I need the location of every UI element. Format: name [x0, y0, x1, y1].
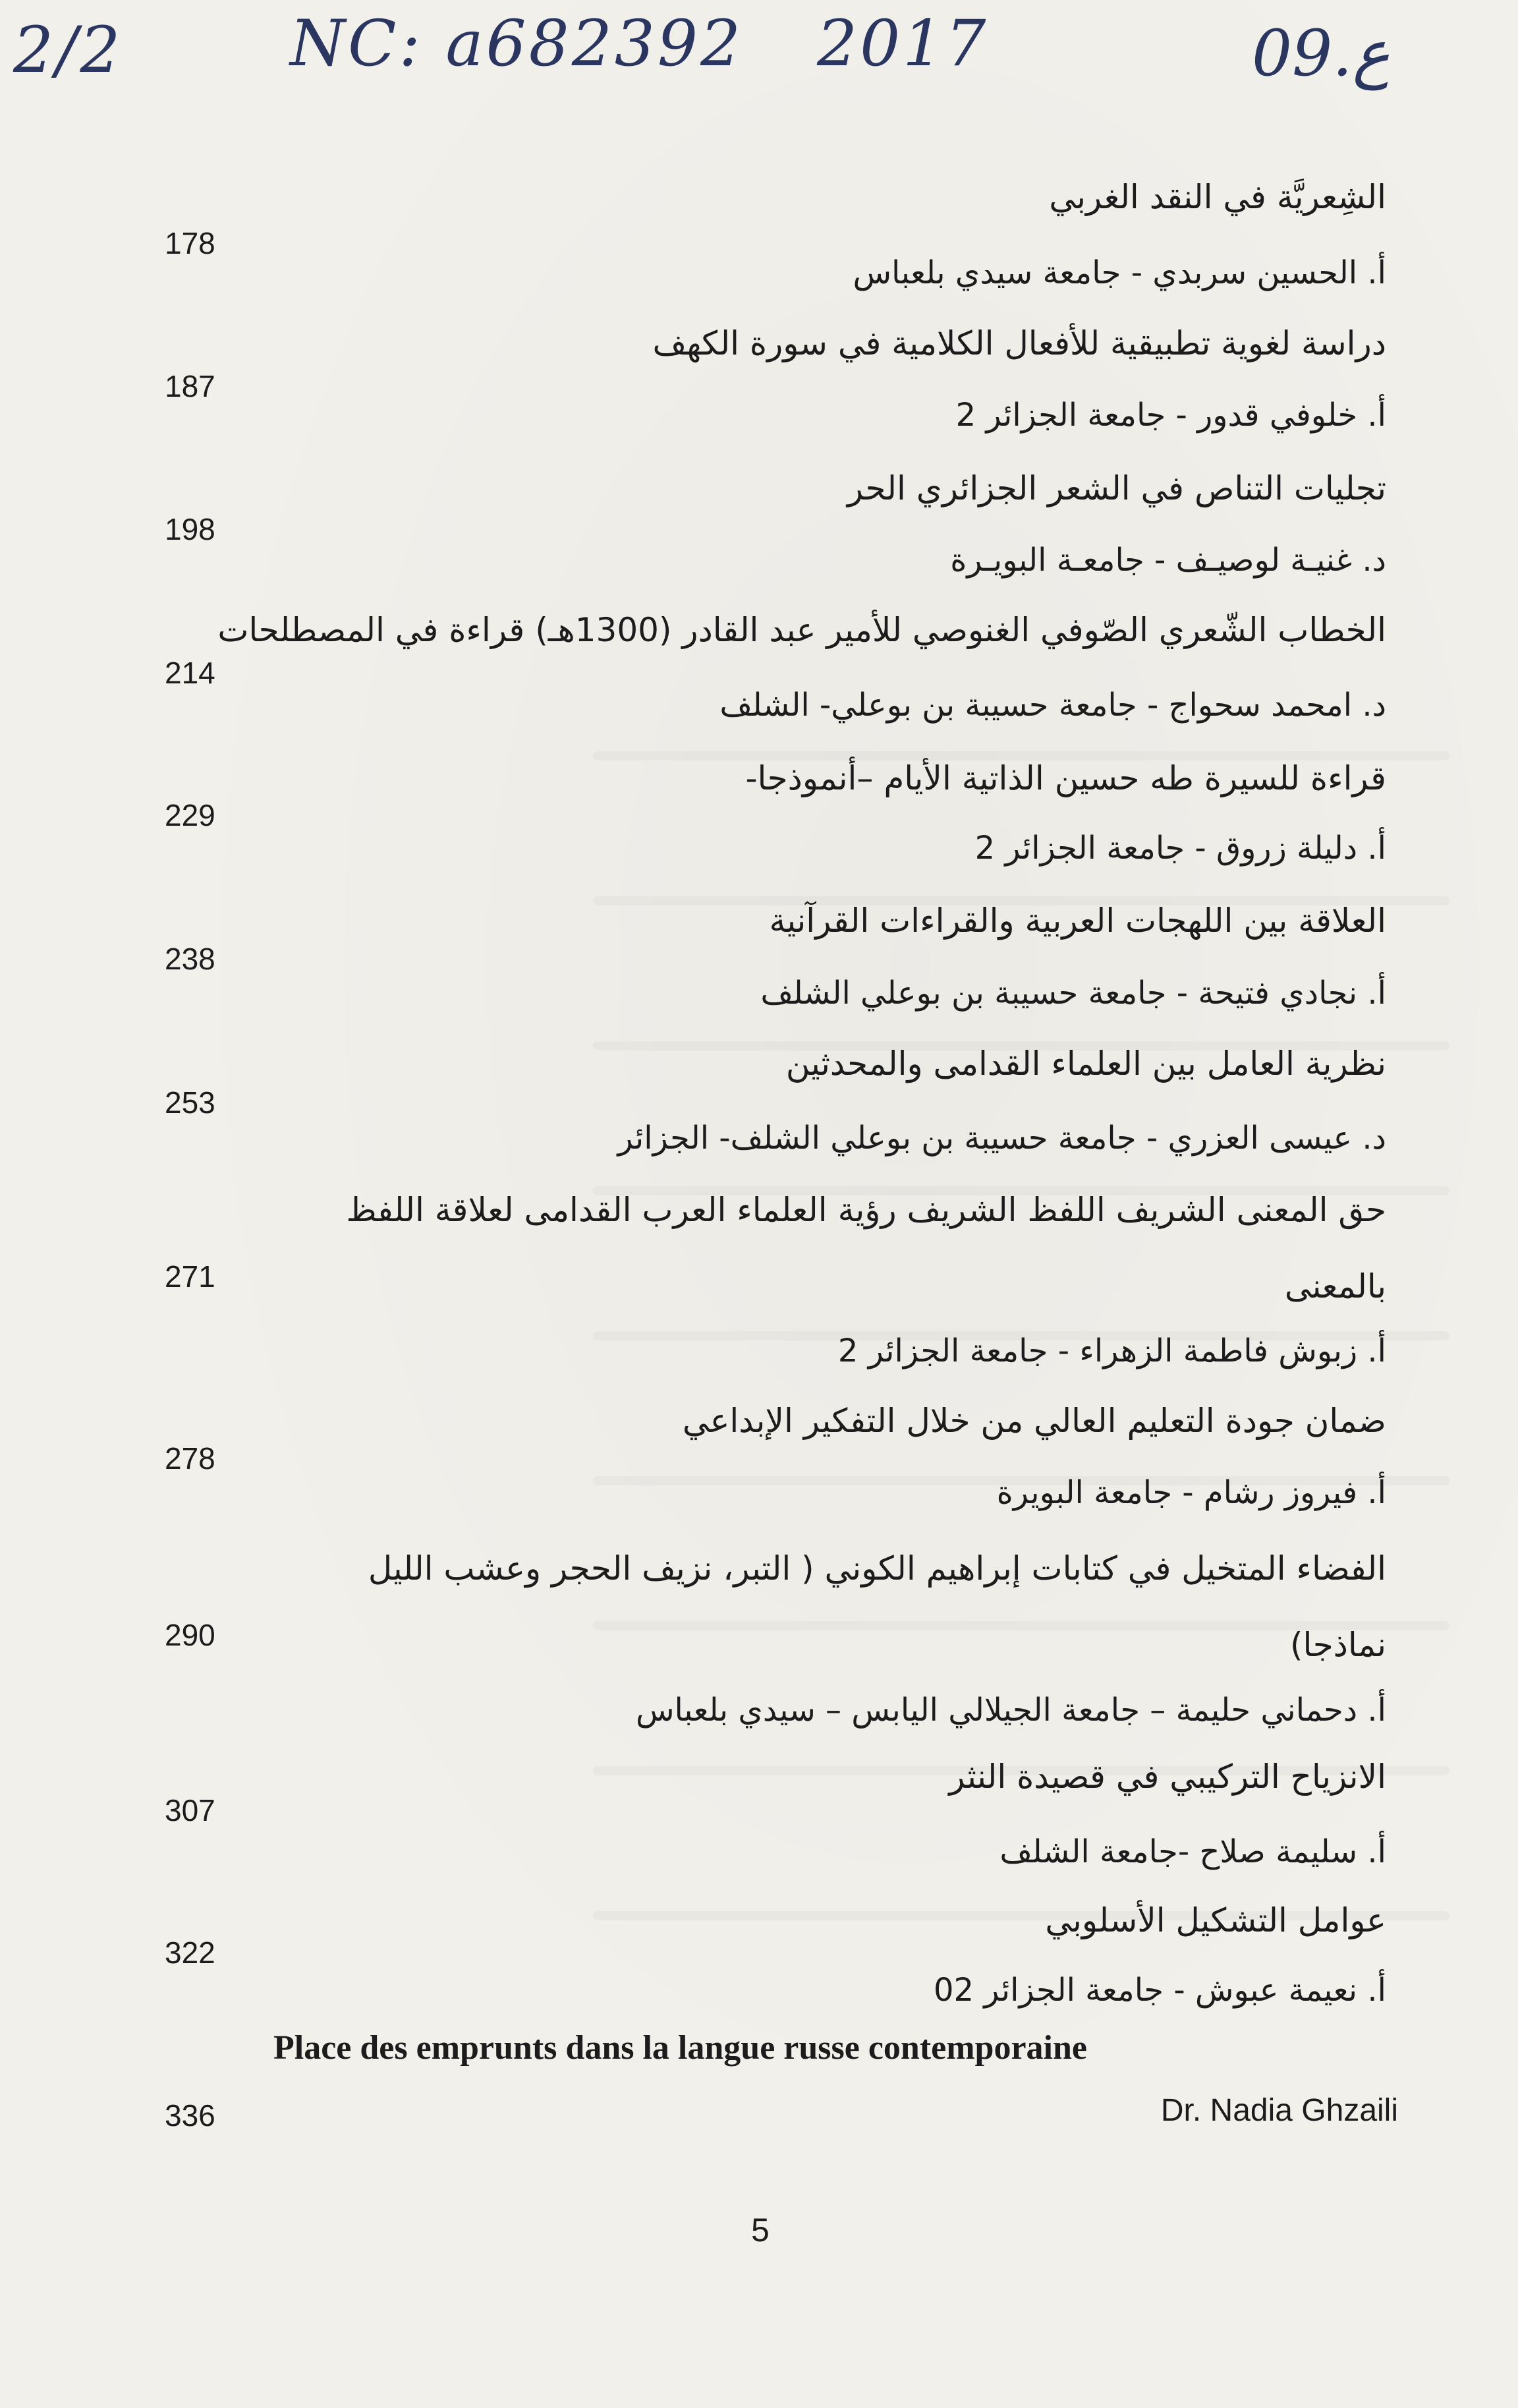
toc-entry-author: د. امحمد سحواج - جامعة حسيبة بن بوعلي- الشلف	[719, 687, 1386, 724]
toc-entry-author: أ. نجادي فتيحة - جامعة حسيبة بن بوعلي الشلف	[760, 975, 1386, 1012]
toc-entry-page: 198	[165, 512, 215, 546]
toc-entry-page: 253	[165, 1085, 215, 1120]
toc-entry-title: نظرية العامل بين العلماء القدامى والمحدثين	[785, 1045, 1386, 1083]
toc-entry-author: أ. زبوش فاطمة الزهراء - جامعة الجزائر 2	[837, 1333, 1386, 1369]
toc-entry-page: 322	[165, 1935, 215, 1970]
toc-entry-title: الفضاء المتخيل في كتابات إبراهيم الكوني ( التبر، نزيف الحجر وعشب الليل نماذجا)	[368, 1549, 1386, 1664]
handwritten-year: 2017	[817, 7, 989, 80]
toc-entry-page: 214	[165, 656, 215, 690]
toc-entry-author: Dr. Nadia Ghzaili	[1160, 2093, 1398, 2128]
toc-entry-title: الشِعريَّة في النقد الغربي	[1049, 178, 1386, 216]
toc-entry-author: أ. سليمة صلاح -جامعة الشلف	[999, 1833, 1386, 1870]
toc-entry-page: 238	[165, 942, 215, 976]
toc-entry-title: الخطاب الشّعري الصّوفي الغنوصي للأمير عبد القادر (1300هـ) قراءة في المصطلحات	[217, 611, 1386, 649]
toc-entry-author: أ. خلوفي قدور - جامعة الجزائر 2	[955, 397, 1386, 434]
toc-entry-author: أ. الحسين سربدي - جامعة سيدي بلعباس	[853, 254, 1386, 291]
toc-entry-page: 290	[165, 1618, 215, 1652]
handwritten-fraction: 2/2	[13, 13, 123, 87]
toc-entry-page: 271	[165, 1259, 215, 1294]
toc-entry-title: عوامل التشكيل الأسلوبي	[1045, 1901, 1386, 1939]
toc-entry-title: الانزياح التركيبي في قصيدة النثر	[949, 1758, 1386, 1796]
handwritten-nc-code: NC: a682392	[290, 7, 744, 80]
toc-entry-page: 307	[165, 1793, 215, 1827]
toc-entry-title: العلاقة بين اللهجات العربية والقراءات القرآنية	[769, 902, 1386, 940]
toc-entry-title: تجليات التناص في الشعر الجزائري الحر	[847, 469, 1386, 507]
toc-entry-title: ضمان جودة التعليم العالي من خلال التفكير الإبداعي	[682, 1402, 1386, 1440]
toc-entry-title: حق المعنى الشريف اللفظ الشريف رؤية العلماء العرب القدامى لعلاقة اللفظ بالمعنى	[346, 1191, 1386, 1305]
toc-entry-author: د. غنيـة لوصيـف - جامعـة البويـرة	[950, 542, 1386, 579]
toc-entry-author: أ. دليلة زروق - جامعة الجزائر 2	[974, 830, 1386, 867]
toc-entry-title: Place des emprunts dans la langue russe contemporaine	[273, 2029, 1087, 2067]
toc-entry-author: أ. دحماني حليمة – جامعة الجيلالي اليابس – سيدي بلعباس	[635, 1692, 1386, 1729]
toc-entry-author: د. عيسى العزري - جامعة حسيبة بن بوعلي الشلف- الجزائر	[617, 1120, 1386, 1157]
toc-entry-page: 178	[165, 226, 215, 260]
toc-entry-author: أ. نعيمة عبوش - جامعة الجزائر 02	[933, 1972, 1386, 2009]
toc-entry-page: 229	[165, 798, 215, 832]
page-number: 5	[751, 2212, 770, 2249]
toc-entry-page: 278	[165, 1441, 215, 1476]
toc-entry-page: 187	[165, 369, 215, 403]
toc-entry-title: دراسة لغوية تطبيقية للأفعال الكلامية في سورة الكهف	[652, 324, 1386, 362]
handwritten-class-code: 09.ع	[1252, 16, 1390, 90]
toc-entry-author: أ. فيروز رشام - جامعة البويرة	[996, 1474, 1386, 1511]
toc-entry-page: 336	[165, 2098, 215, 2133]
toc-entry-title: قراءة للسيرة طه حسين الذاتية الأيام –أنموذجا-	[745, 759, 1386, 797]
